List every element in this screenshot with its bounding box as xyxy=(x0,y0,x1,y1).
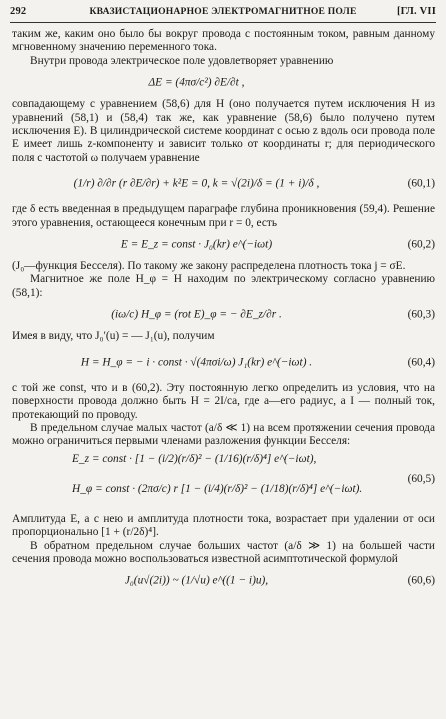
equation-body: H = H_φ = − i · const · √(4πσi/ω) J₁(kr) e^(−iωt) . xyxy=(80,355,313,368)
equation-60-5 xyxy=(12,449,435,513)
equation-body: (iω/c) H_φ = (rot E)_φ = − ∂E_z/∂r . xyxy=(111,308,282,321)
equation-body: (1/r) ∂/∂r (r ∂E/∂r) + k²E = 0, k = √(2i)/δ = (1 + i)/δ , xyxy=(73,177,320,190)
equation-line: H_φ = const · (2πσ/c) r [1 − (i/4)(r/δ)² − (1/18)(r/δ)⁴] e^(−iωt). xyxy=(72,482,363,495)
running-title: КВАЗИСТАЦИОНАРНОЕ ЭЛЕКТРОМАГНИТНОЕ ПОЛЕ xyxy=(89,6,357,17)
equation-60-4 xyxy=(12,344,435,382)
equation-number: (60,5) xyxy=(407,472,435,485)
equation-60-6 xyxy=(12,566,435,596)
header-rule xyxy=(10,22,436,23)
paragraph: с той же const, что и в (60,2). Эту постоянную легко определить из условия, что на поверхности провода должно быть H = 2I/ca, где a—его радиус, а I — полный ток, протекающий по проводу. xyxy=(12,381,435,421)
paragraph: В обратном предельном случае больших частот (a/δ ≫ 1) на большей части сечения провода можно воспользоваться известной асимптотической формулой xyxy=(12,539,435,565)
equation-number: (60,3) xyxy=(407,308,435,321)
equation-line: E_z = const · [1 − (i/2)(r/δ)² − (1/16)(r/δ)⁴] e^(−iωt), xyxy=(72,452,317,465)
equation-60-3 xyxy=(12,300,435,330)
page-number: 292 xyxy=(10,6,27,17)
paragraph: (J₀—функция Бесселя). По такому же закону распределена плотность тока j = σE. xyxy=(12,260,406,273)
equation-60-1 xyxy=(12,165,435,203)
equation xyxy=(12,68,435,98)
paragraph: совпадающему с уравнением (58,6) для H (оно получается путем исключения H из уравнений (58,1) и (58,4) так же, как уравнение (58,6) было получено путем исключения E). В цилиндрической системе координат с осью z вдоль оси провода поле E имеет лишь z-компоненту и зависит только от координаты r; для периодического поля с частотой ω получаем уравнение xyxy=(12,98,435,164)
paragraph: таким же, каким оно было бы вокруг провода с постоянным током, равным данному мгновенному значению переменного тока. xyxy=(12,28,435,54)
equation-body: ΔE = (4πσ/c²) ∂E/∂t , xyxy=(148,76,245,89)
chapter-label: [ГЛ. VII xyxy=(396,6,436,17)
equation-number: (60,1) xyxy=(407,177,435,190)
equation-body: E = E_z = const · J₀(kr) e^(−iωt) xyxy=(120,238,273,251)
paragraph: Магнитное же поле H_φ = H находим по электрическому согласно уравнению (58,1): xyxy=(12,273,435,299)
equation-number: (60,4) xyxy=(407,355,435,368)
equation-number: (60,6) xyxy=(407,574,435,587)
equation-number: (60,2) xyxy=(407,238,435,251)
page-body xyxy=(12,28,435,715)
paragraph: Амплитуда E, а с нею и амплитуда плотности тока, возрастает при удалении от оси пропорционально [1 + (r/2δ)⁴]. xyxy=(12,512,435,539)
equation-body: J₀(u√(2i)) ~ (1/√u) e^((1 − i)u), xyxy=(124,574,269,587)
paragraph: Имея в виду, что J₀′(u) = — J₁(u), получим xyxy=(12,330,215,343)
equation-60-2 xyxy=(12,230,435,260)
paragraph: где δ есть введенная в предыдущем параграфе глубина проникновения (59,4). Решение этого уравнения, остающееся конечным при r = 0, есть xyxy=(12,203,435,229)
paragraph: Внутри провода электрическое поле удовлетворяет уравнению xyxy=(30,54,334,67)
paragraph: В предельном случае малых частот (a/δ ≪ 1) на всем протяжении сечения провода можно ограничиться первыми членами разложения функции Бесселя: xyxy=(12,421,435,448)
page-header xyxy=(10,6,436,22)
